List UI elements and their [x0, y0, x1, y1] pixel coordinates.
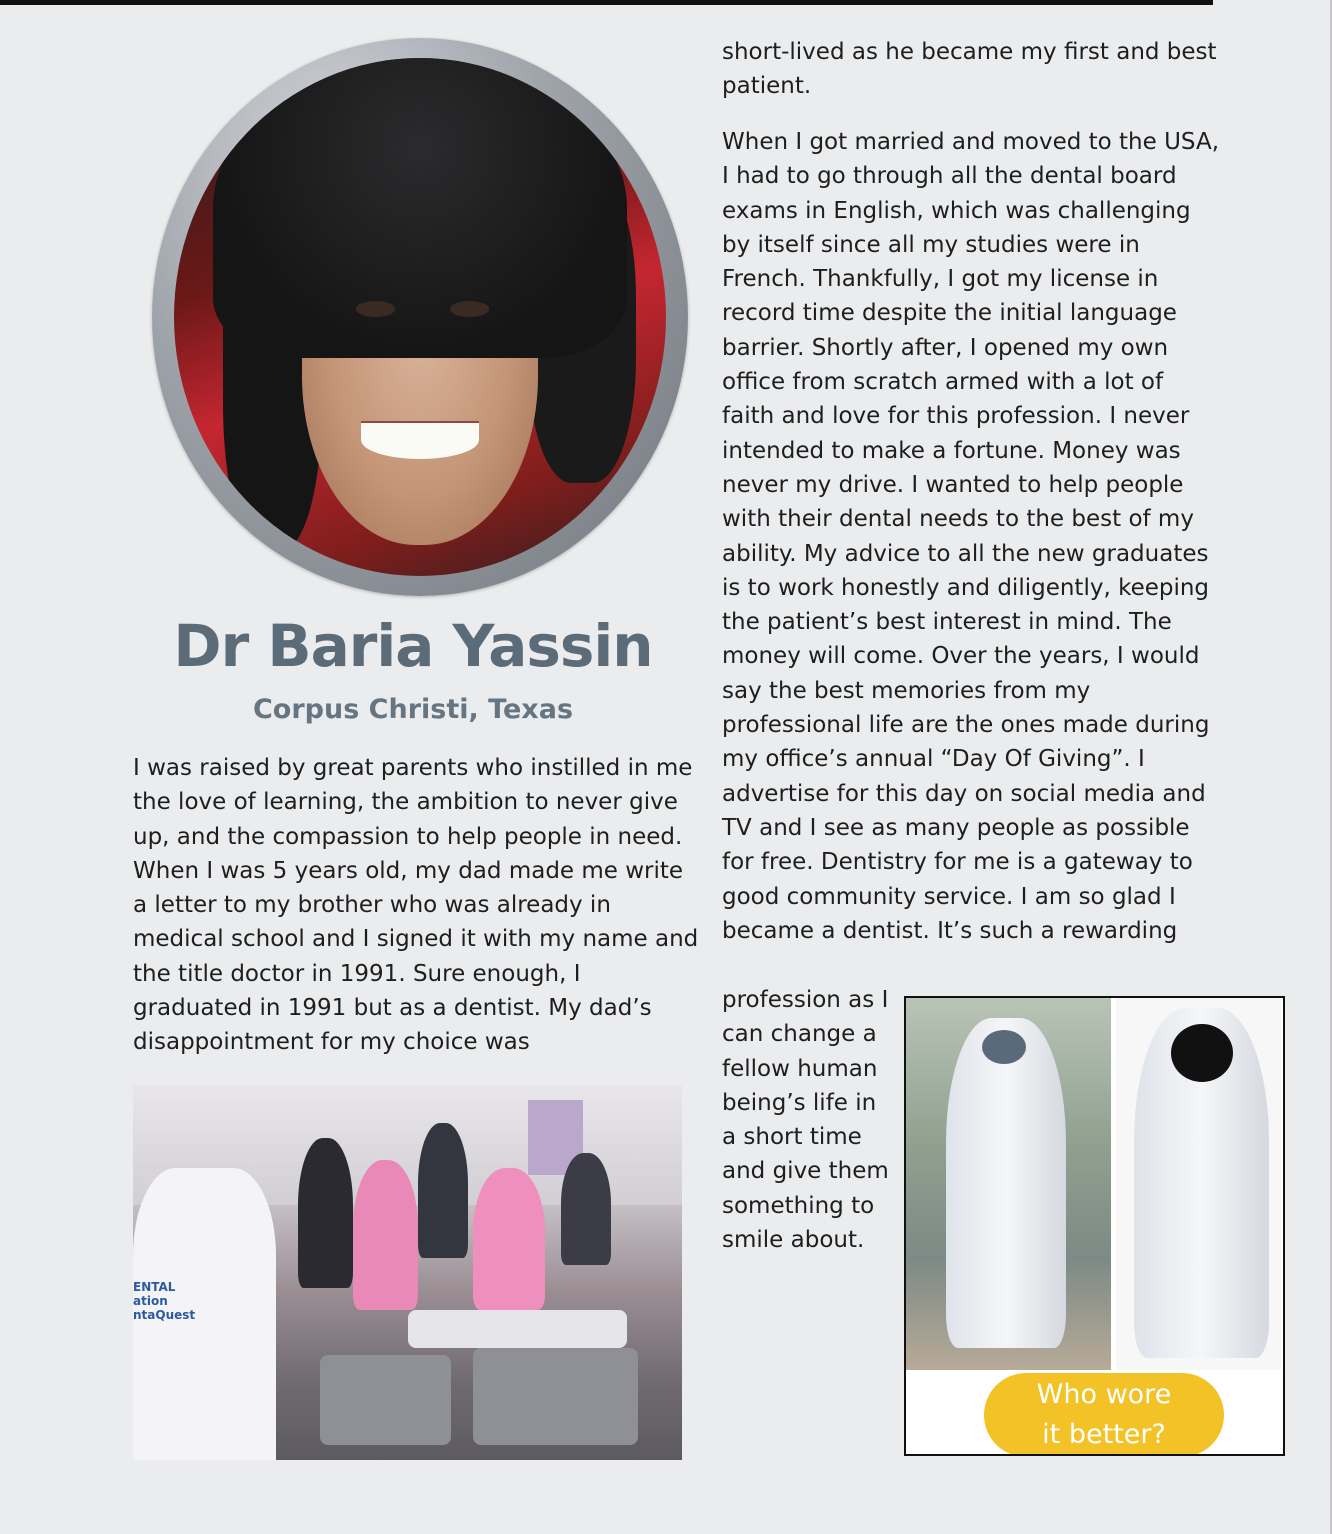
shirt-logo-text: ENTAL ation ntaQuest	[133, 1280, 196, 1322]
continued-paragraph: short-lived as he became my first and best patient.	[722, 39, 1217, 100]
suits-caption	[984, 1373, 1224, 1456]
suits-caption-line2: it better?	[1042, 1419, 1166, 1450]
portrait-hijab	[213, 58, 626, 358]
closing-paragraph: profession as I can change a fellow human being’s life in a short time and give them something to smile about.	[722, 987, 889, 1254]
top-rule	[0, 0, 1213, 5]
suits-caption-line1: Who wore	[1036, 1379, 1172, 1410]
clinic-photo	[133, 1085, 682, 1460]
profile-name: Dr Baria Yassin	[173, 612, 653, 680]
portrait-photo	[174, 58, 666, 576]
protective-suit-comparison-photo	[904, 996, 1285, 1456]
ppe-suit-photo	[906, 998, 1111, 1370]
portrait-frame	[152, 38, 688, 596]
intro-paragraph: I was raised by great parents who instilled in me the love of learning, the ambition to never give up, and the compassion to help people in need. When I was 5 years old, my dad made me write a letter to my brother who was already in medical school and I signed it with my name and the title doctor in 1991. Sure enough, I graduated in 1991 but as a dentist. My dad’s disappointment for my choice was	[133, 755, 699, 1056]
astronaut-visor	[1171, 1024, 1233, 1082]
main-paragraph: When I got married and moved to the USA, I had to go through all the dental board exams in English, which was challenging by itself since all my studies were in French. Thankfully, I got my license in record time despite the initial language barrier. Shortly after, I opened my own office from scratch armed with a lot of faith and love for this profession. I never intended to make a fortune. Money was never my drive. I wanted to help people with their dental needs to the best of my ability. My advice to all the new graduates is to work honestly and diligently, keeping the patient’s best interest in mind. The money will come. Over the years, I would say the best memories from my professional life are the ones made during my office’s annual “Day Of Giving”. I advertise for this day on social media and TV and I see as many people as possible for free. Dentistry for me is a gateway to good community service. I am so glad I became a dentist. It’s such a rewarding	[722, 129, 1220, 944]
ppe-suit	[946, 1018, 1066, 1348]
profile-location: Corpus Christi, Texas	[252, 694, 574, 725]
astronaut-suit-photo	[1116, 998, 1281, 1370]
